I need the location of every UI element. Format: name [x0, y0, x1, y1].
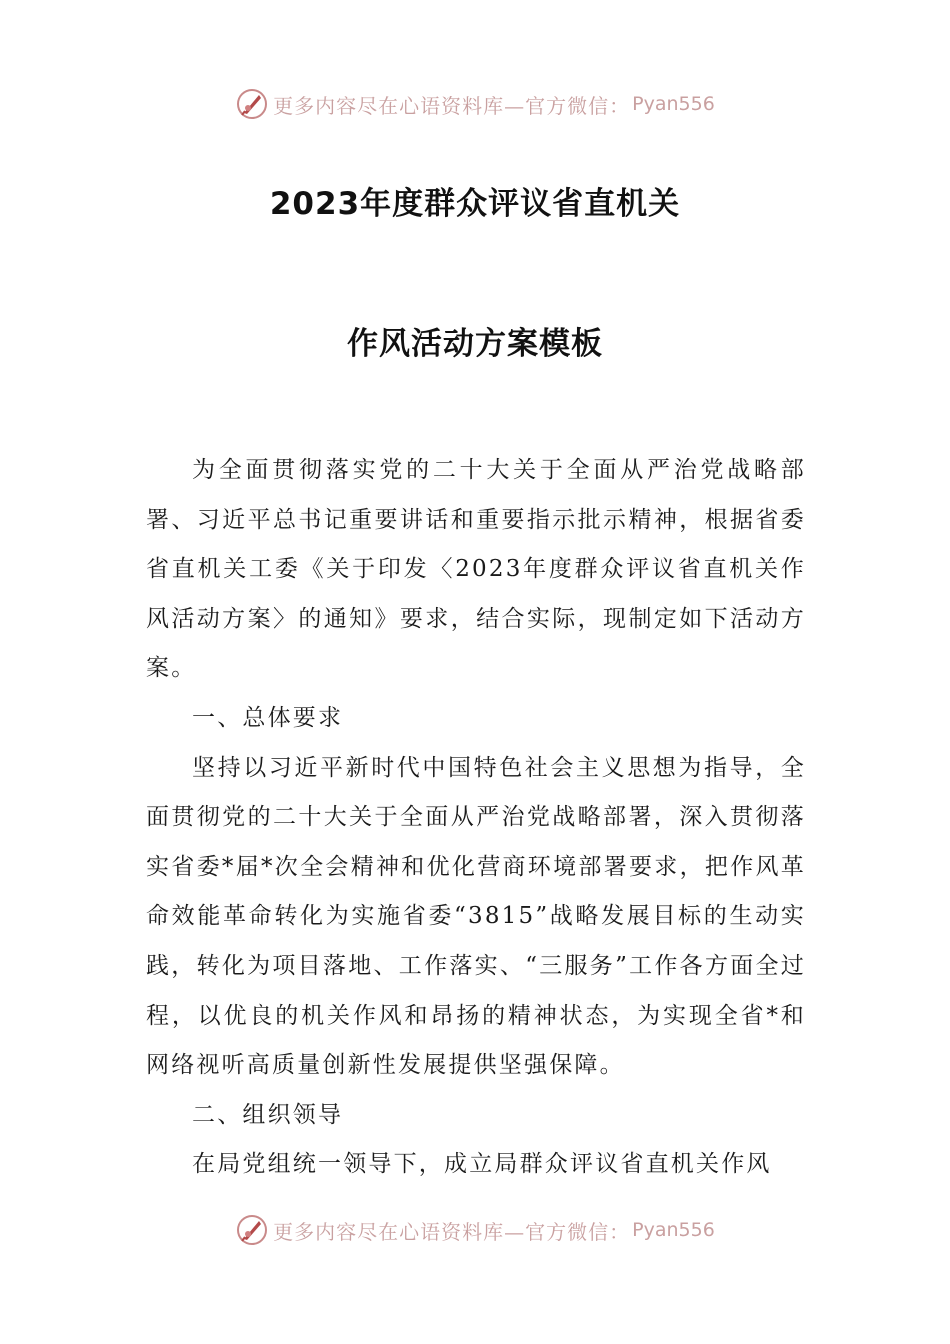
paragraph-organization: 在局党组统一领导下，成立局群众评议省直机关作风 [192, 1151, 772, 1178]
document-title-line2: 作风活动方案模板 [347, 326, 603, 362]
footer-watermark [0, 1210, 950, 1250]
header-watermark [0, 84, 950, 124]
section-heading-2: 二、组织领导 [192, 1101, 344, 1128]
watermark-id: Pyan556 [632, 1219, 715, 1241]
paragraph-intro: 为全面贯彻落实党的二十大关于全面从严治党战略部署、习近平总书记重要讲话和重要指示批示精神，根据省委省直机关工委《关于印发〈2023年度群众评议省直机关作风活动方案〉的通知》要求，结合实际，现制定如下活动方案。 [146, 457, 806, 682]
quill-logo-icon [235, 87, 269, 121]
document-title-line1: 2023年度群众评议省直机关 [269, 186, 681, 222]
section-heading-1: 一、总体要求 [192, 704, 344, 731]
watermark-text: 更多内容尽在心语资料库—官方微信： [273, 1219, 631, 1244]
watermark-text: 更多内容尽在心语资料库—官方微信： [273, 93, 631, 118]
watermark-id: Pyan556 [632, 93, 715, 115]
quill-logo-icon [235, 1213, 269, 1247]
paragraph-general-requirements: 坚持以习近平新时代中国特色社会主义思想为指导，全面贯彻党的二十大关于全面从严治党战略部署，深入贯彻落实省委*届*次全会精神和优化营商环境部署要求，把作风革命效能革命转化为实施省委“3815”战略发展目标的生动实践，转化为项目落地、工作落实、“三服务”工作各方面全过程，以优良的机关作风和昂扬的精神状态，为实现全省*和网络视听高质量创新性发展提供坚强保障。 [146, 754, 806, 1079]
document-body [146, 446, 806, 1190]
